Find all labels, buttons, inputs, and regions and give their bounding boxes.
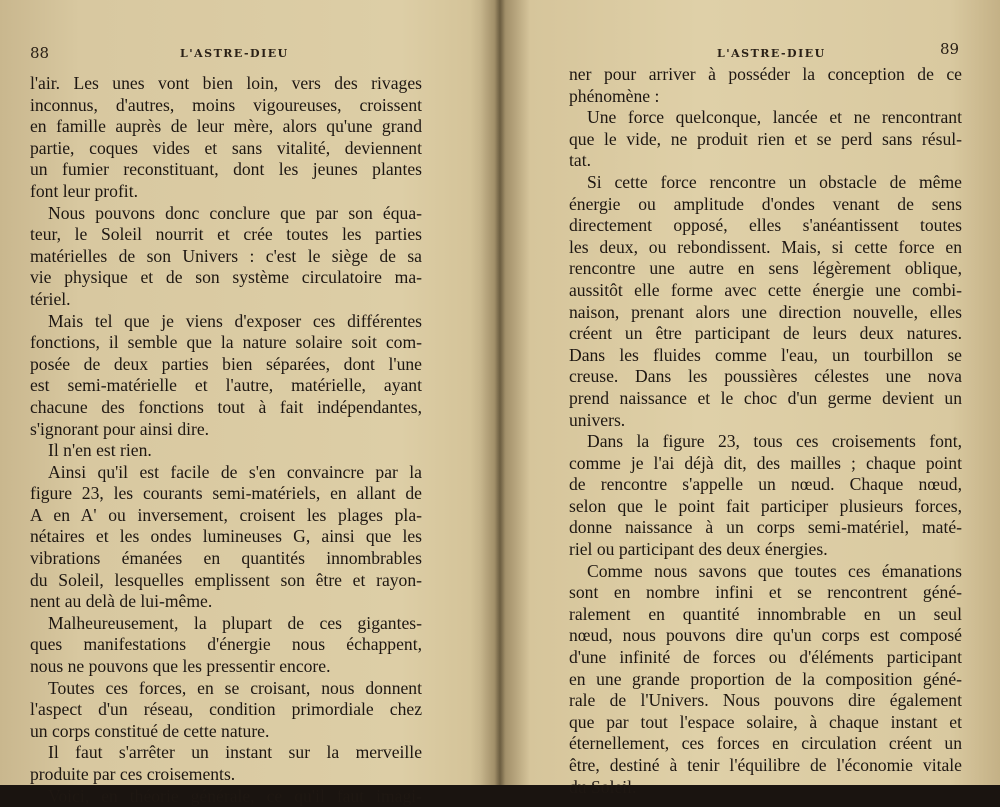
text-line: du Soleil, lesquelles emplissent son être et rayon- [30, 569, 422, 590]
text-line: comme je l'ai déjà dit, des mailles ; chaque point [569, 452, 962, 473]
left-page-text [30, 73, 422, 807]
page-number-left: 88 [30, 44, 50, 62]
text-line: est semi-matérielle et l'autre, matérielle, ayant [30, 375, 422, 396]
text-line: Toutes ces forces, en se croisant, nous donnent [48, 677, 422, 698]
text-line: vibrations émanées en quantités innombrables [30, 548, 422, 569]
text-line: nous ne pouvons que les pressentir encore. [30, 656, 331, 677]
text-line: A en A' ou inversement, croisent les plages pla- [30, 504, 422, 525]
text-line: partie, coques vides et sans vitalité, deviennent [30, 137, 422, 158]
text-line: aussitôt elle forme avec cette énergie une combi- [569, 279, 962, 300]
text-line: font leur profit. [30, 180, 138, 201]
text-line: Si cette force rencontre un obstacle de même [587, 171, 962, 192]
text-line: d'une infinité de forces ou d'éléments participant [569, 647, 962, 668]
text-line: sont en nombre infini et se rencontrent géné- [569, 582, 962, 603]
right-page [505, 0, 1000, 797]
text-line: creuse. Dans les poussières célestes une nova [569, 366, 962, 387]
text-line: prend naissance et le choc d'un germe devient un [569, 387, 962, 408]
right-page-text [569, 64, 962, 798]
running-head-right: L'ASTRE-DIEU [717, 47, 826, 60]
text-line: Comme nous savons que toutes ces émanations [587, 560, 962, 581]
text-line: posée de deux parties bien séparées, dont l'une [30, 353, 422, 374]
text-line: nœud, nous pouvons dire qu'un corps est composé [569, 625, 962, 646]
text-line: tat. [569, 150, 591, 171]
text-line: l'aspect d'un réseau, condition primordiale chez [30, 699, 422, 720]
text-line: rale de l'Univers. Nous pouvons dire également [569, 690, 962, 711]
text-line: phénomène : [569, 85, 660, 106]
text-line: Dans la figure 23, tous ces croisements font, [587, 431, 962, 452]
text-line: matérielles de son Univers : c'est le siège de sa [30, 245, 422, 266]
text-line: naison, prenant alors une direction nouvelle, elles [569, 301, 962, 322]
text-line: Il faut s'arrêter un instant sur la merveille [48, 742, 422, 763]
text-line: de rencontre s'appelle un nœud. Chaque nœud, [569, 474, 962, 495]
text-line: que le vide, ne produit rien et se perd sans résul- [569, 128, 962, 149]
text-line: teur, le Soleil nourrit et crée toutes les parties [30, 224, 422, 245]
text-line: Nous pouvons donc conclure que par son équa- [48, 202, 422, 223]
text-line: les deux, ou rebondissent. Mais, si cette force en [569, 236, 962, 257]
running-head-left: L'ASTRE-DIEU [180, 47, 289, 60]
text-line: ralement en quantité innombrable en un seul [569, 603, 962, 624]
text-line: s'ignorant pour ainsi dire. [30, 418, 210, 439]
text-line: l'air. Les unes vont bien loin, vers des rivages [30, 73, 422, 93]
text-line: selon que le point fait participer plusieurs forces, [569, 495, 962, 516]
text-line: Une force quelconque, lancée et ne rencontrant [587, 107, 962, 128]
text-line: Voici, en théorie générale, ce qu'il faut imagi- [48, 785, 422, 806]
text-line: inconnus, d'autres, moins vigoureuses, croissent [30, 94, 422, 115]
text-line: Il n'en est rien. [48, 440, 152, 461]
text-line: un fumier reconstituant, dont les jeunes plantes [30, 159, 422, 180]
text-line: Ainsi qu'il est facile de s'en convaincre par la [48, 461, 422, 482]
text-line: chacune des fonctions tout à fait indépendantes, [30, 396, 422, 417]
text-line: fonctions, il semble que la nature solaire soit com- [30, 332, 422, 353]
text-line: en une grande proportion de la composition géné- [569, 668, 962, 689]
text-line: ner pour arriver à posséder la conception de ce [569, 64, 962, 84]
text-line: Mais tel que je viens d'exposer ces différentes [48, 310, 422, 331]
text-line: directement opposé, elles s'anéantissent toutes [569, 215, 962, 236]
text-line: rencontre une autre en sens légèrement oblique, [569, 258, 962, 279]
text-line: produite par ces croisements. [30, 764, 236, 784]
text-line: ques manifestations d'énergie nous échappent, [30, 634, 422, 655]
text-line: donne naissance à un corps semi-matériel, maté- [569, 517, 962, 538]
text-line: créent un être participant de leurs deux natures. [569, 323, 962, 344]
text-line: être, destiné à tenir l'équilibre de l'économie vitale [569, 755, 962, 775]
text-line: en famille auprès de leur mère, alors qu'une grand [30, 116, 422, 137]
text-line: Dans les fluides comme l'eau, un tourbillon se [569, 344, 962, 365]
text-line: vie physique et de son système circulatoire ma- [30, 267, 422, 288]
text-line: un corps constitué de cette nature. [30, 720, 270, 741]
text-line: nent au delà de lui-même. [30, 591, 213, 612]
text-line: énergie ou amplitude d'ondes venant de sens [569, 193, 962, 214]
text-line: que par tout l'espace solaire, à chaque instant et [569, 711, 962, 732]
text-line: éternellement, ces forces en circulation créent un [569, 733, 962, 754]
text-line: riel ou participant des deux énergies. [569, 539, 828, 560]
text-line: tériel. [30, 288, 71, 309]
text-line: Malheureusement, la plupart de ces gigantes- [48, 612, 422, 633]
text-line: univers. [569, 409, 626, 430]
text-line: du Soleil. [569, 776, 637, 797]
text-line: nétaires et les ondes lumineuses G, ainsi que les [30, 526, 422, 547]
page-number-right: 89 [940, 40, 960, 58]
left-page [0, 0, 495, 806]
text-line: figure 23, les courants semi-matériels, en allant de [30, 483, 422, 504]
